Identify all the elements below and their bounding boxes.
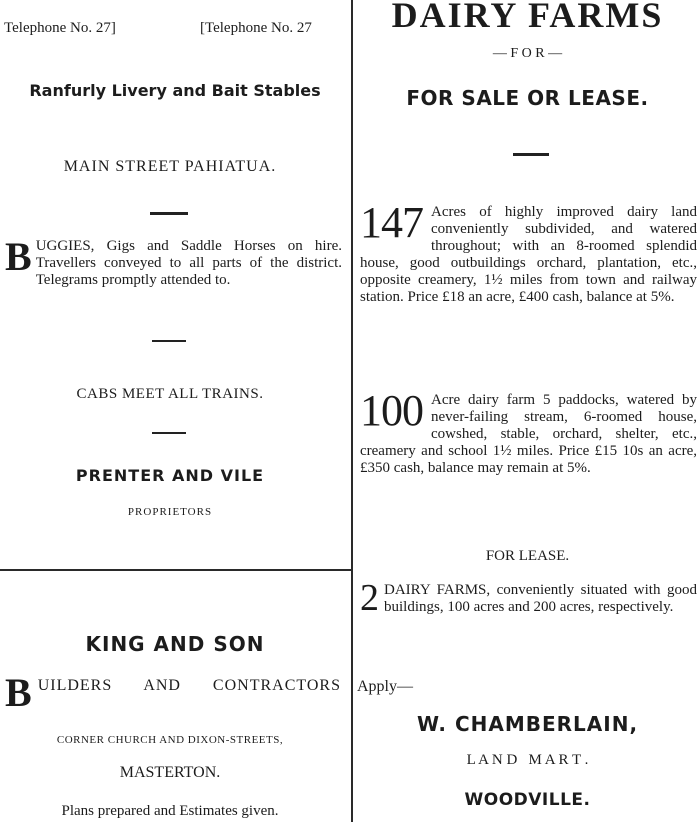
- separator-dash: [150, 212, 188, 215]
- ad2-line: [5, 670, 341, 715]
- separator-dash: [513, 153, 549, 156]
- ad2-plans: Plans prepared and Estimates given.: [61, 803, 279, 819]
- drop-cap: B: [5, 234, 32, 279]
- agent-role: L A N D M A R T .: [466, 752, 589, 768]
- farm1-number: 147: [360, 198, 423, 247]
- right-column: [355, 0, 700, 822]
- drop-cap: B: [5, 670, 32, 715]
- farm1-text: Acres of highly improved dairy land conveniently subdivided, and watered throughout; with an 8-roomed splendid house, good outbuildings orchard, plantation, etc., opposite creamery, 1½ miles from town and railway station. Price £18 an acre, £400 cash, balance at 5%.: [360, 204, 697, 305]
- ad1-title: Ranfurly Livery and Bait Stables: [29, 81, 321, 100]
- ad3-subtitle: FOR SALE OR LEASE.: [406, 86, 649, 110]
- ad1-body: [5, 234, 342, 289]
- separator-dash: [152, 432, 186, 434]
- lease-heading: FOR LEASE.: [485, 548, 570, 564]
- farm2-listing: [360, 386, 697, 477]
- ad2-address: CORNER CHURCH AND DIXON-STREETS,: [56, 734, 284, 746]
- phone-right: [Telephone No. 27: [200, 20, 312, 36]
- apply-label: Apply—: [357, 678, 413, 695]
- ad1-proprietors: PROPRIETORS: [127, 506, 213, 518]
- ad3-for: — F O R —: [492, 46, 563, 61]
- separator-dash: [152, 340, 186, 342]
- ad2-line-text: UILDERS AND CONTRACTORS: [37, 677, 341, 694]
- lease-number: 2: [360, 577, 378, 619]
- phone-left: Telephone No. 27]: [4, 20, 116, 36]
- farm2-number: 100: [360, 386, 423, 435]
- ad1-firm: PRENTER AND VILE: [75, 466, 265, 485]
- agent-name: W. CHAMBERLAIN,: [416, 712, 639, 736]
- ad2-title: KING AND SON: [85, 632, 265, 656]
- farm2-text: Acre dairy farm 5 paddocks, watered by never-failing stream, 6-roomed house, cowshed, stable, orchard, shelter, etc., creamery and school 1½ miles. Price £15 10s an acre, £350 cash, balance may remain at 5%.: [360, 392, 697, 476]
- ad2-town: MASTERTON.: [119, 764, 221, 781]
- ad1-body-text: UGGIES, Gigs and Saddle Horses on hire. Travellers conveyed to all parts of the district. Telegrams promptly attended to.: [35, 238, 342, 288]
- lease-text: DAIRY FARMS, conveniently situated with good buildings, 100 acres and 200 acres, respectively.: [384, 582, 697, 615]
- ad1-address: MAIN STREET PAHIATUA.: [63, 158, 277, 175]
- ad3-title: DAIRY FARMS: [391, 0, 664, 35]
- farm1-listing: [360, 198, 697, 306]
- column-divider: [351, 0, 353, 822]
- agent-town: WOODVILLE.: [464, 790, 591, 810]
- ad1-cabs: CABS MEET ALL TRAINS.: [76, 386, 264, 402]
- lease-listing: [360, 577, 697, 619]
